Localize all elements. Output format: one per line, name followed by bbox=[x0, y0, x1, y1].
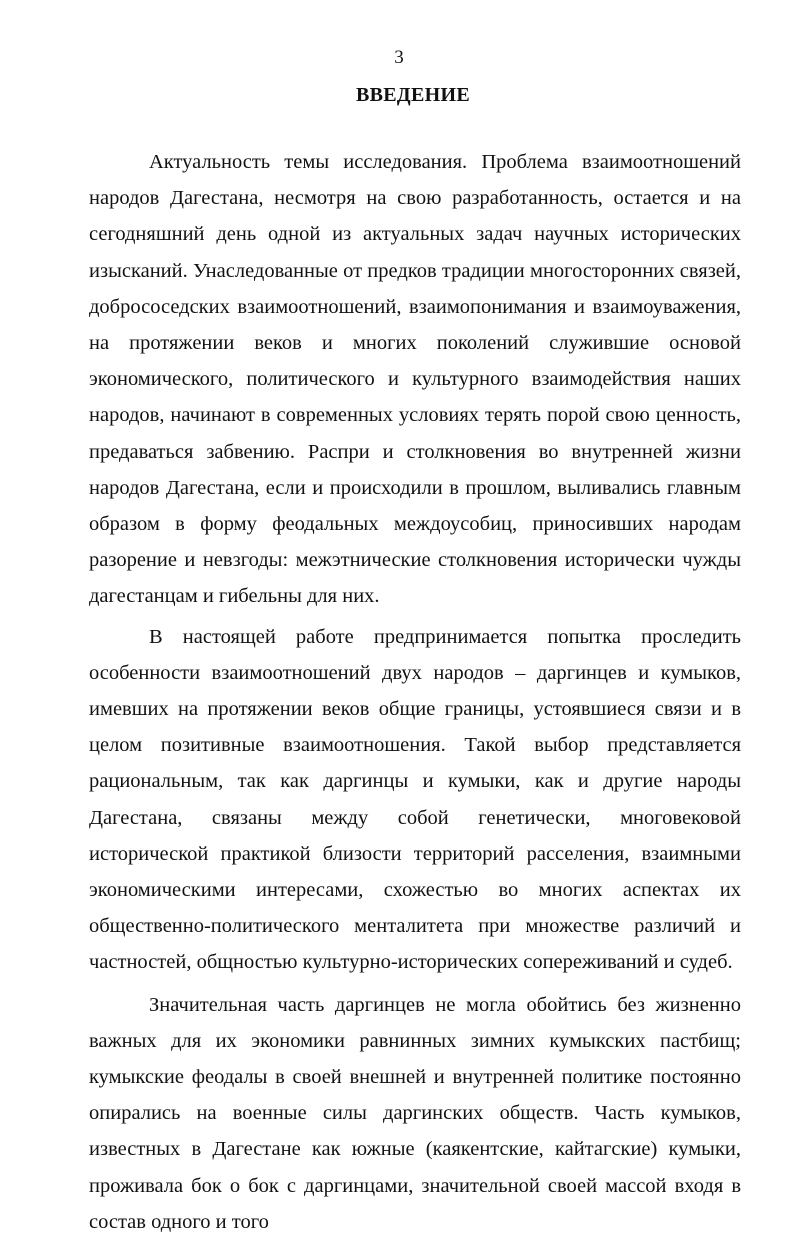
paragraph-scope: В настоящей работе предпринимается попытка проследить особенности взаимоотношений двух народов – даргинцев и кумыков, имевших на протяжении веков общие границы, устоявшиеся связи и в целом позитивные взаимоотношения. Такой выбор представляется рациональным, так как даргинцы и кумыки, как и другие народы Дагестана, связаны между собой генетически, многовековой исторической практикой близости территорий расселения, взаимными экономическими интересами, схожестью во многих аспектах их общественно-политического менталитета при множестве различий и частностей, общностью культурно-исторических сопереживаний и судеб. bbox=[89, 625, 741, 974]
paragraph-relations: Значительная часть даргинцев не могла обойтись без жизненно важных для их экономики равнинных зимних кумыкских пастбищ; кумыкские феодалы в своей внешней и внутренней политике постоянно опирались на военные силы даргинских обществ. Часть кумыков, известных в Дагестане как южные (каякентские, кайтагские) кумыки, проживала бок о бок с даргинцами, значительной своей массой входя в состав одного и того bbox=[89, 993, 741, 1233]
page-number: 3 bbox=[394, 47, 404, 68]
paragraph-relevance: Актуальность темы исследования. Проблема взаимоотношений народов Дагестана, несмотря на свою разработанность, остается и на сегодняшний день одной из актуальных задач научных исторических изысканий. Унаследованные от предков традиции многосторонних связей, добрососедских взаимоотношений, взаимопонимания и взаимоуважения, на протяжении веков и многих поколений служившие основой экономического, политического и культурного взаимодействия наших народов, начинают в современных условиях терять порой свою ценность, предаваться забвению. Распри и столкновения во внутренней жизни народов Дагестана, если и происходили в прошлом, выливались главным образом в форму феодальных междоусобиц, приносивших народам разорение и невзгоды: межэтнические столкновения исторически чужды дагестанцам и гибельны для них. bbox=[89, 151, 741, 608]
body-text bbox=[89, 144, 741, 1240]
section-title: ВВЕДЕНИЕ bbox=[356, 84, 470, 106]
